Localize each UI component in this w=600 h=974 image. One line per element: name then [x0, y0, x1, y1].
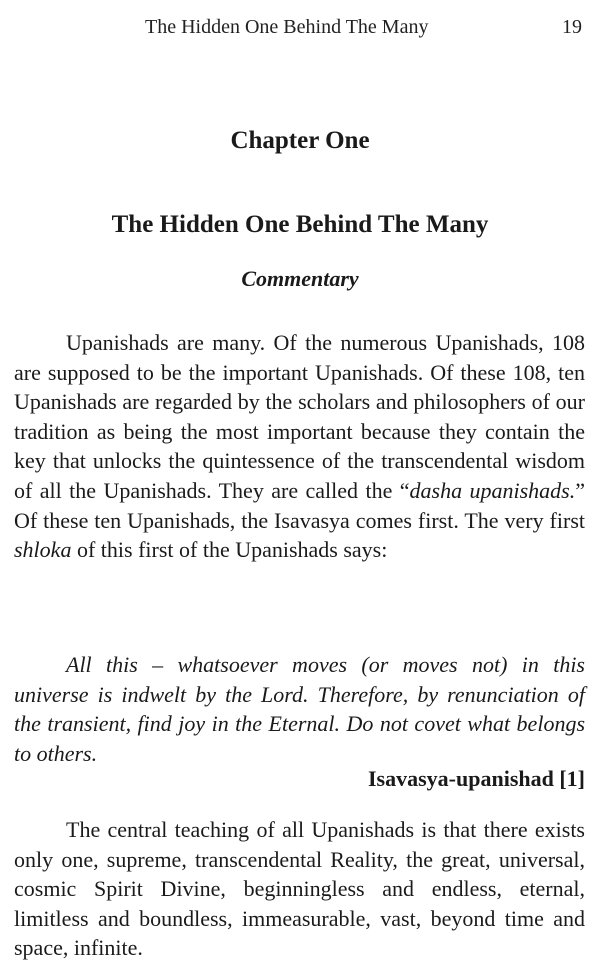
body-paragraph-1	[14, 328, 585, 565]
page-number: 19	[562, 16, 582, 38]
running-header	[0, 14, 600, 40]
paragraph-1-text-b: ” Of these ten Upanishads, the Isavasya comes first. The very first	[14, 477, 585, 533]
chapter-label: Chapter One	[230, 127, 370, 154]
section-label: Commentary	[241, 266, 359, 291]
quote-source: Isavasya-upanishad [1]	[367, 766, 585, 791]
block-quote: All this – whatsoever moves (or moves not) in this universe is indwelt by the Lord. Therefore, by renunciation of the transient, find joy in the Eternal. Do not covet what belongs to others.	[14, 652, 585, 766]
running-title: The Hidden One Behind The Many	[145, 16, 429, 38]
chapter-title: The Hidden One Behind The Many	[111, 211, 489, 238]
paragraph-1-text-a: Upanishads are many. Of the numerous Upanishads, 108 are supposed to be the important Upanishads. Of these 108, ten Upanishads are regarded by the scholars and philosophers of our tradition as being the most important because they contain the key that unlocks the quintessence of the transcendental wisdom of all the Upanishads. They are called the “	[14, 330, 585, 503]
paragraph-1-text-c: of this first of the Upanishads says:	[71, 537, 388, 563]
italic-term-shloka: shloka	[14, 537, 72, 563]
body-paragraph-2: The central teaching of all Upanishads is that there exists only one, supreme, transcendental Reality, the great, universal, cosmic Spirit Divine, beginningless and endless, eternal, limitless and boundless, immeasurable, vast, beyond time and space, infinite.	[14, 817, 585, 961]
italic-term-dasha-upanishads: dasha upanishads.	[409, 477, 576, 503]
